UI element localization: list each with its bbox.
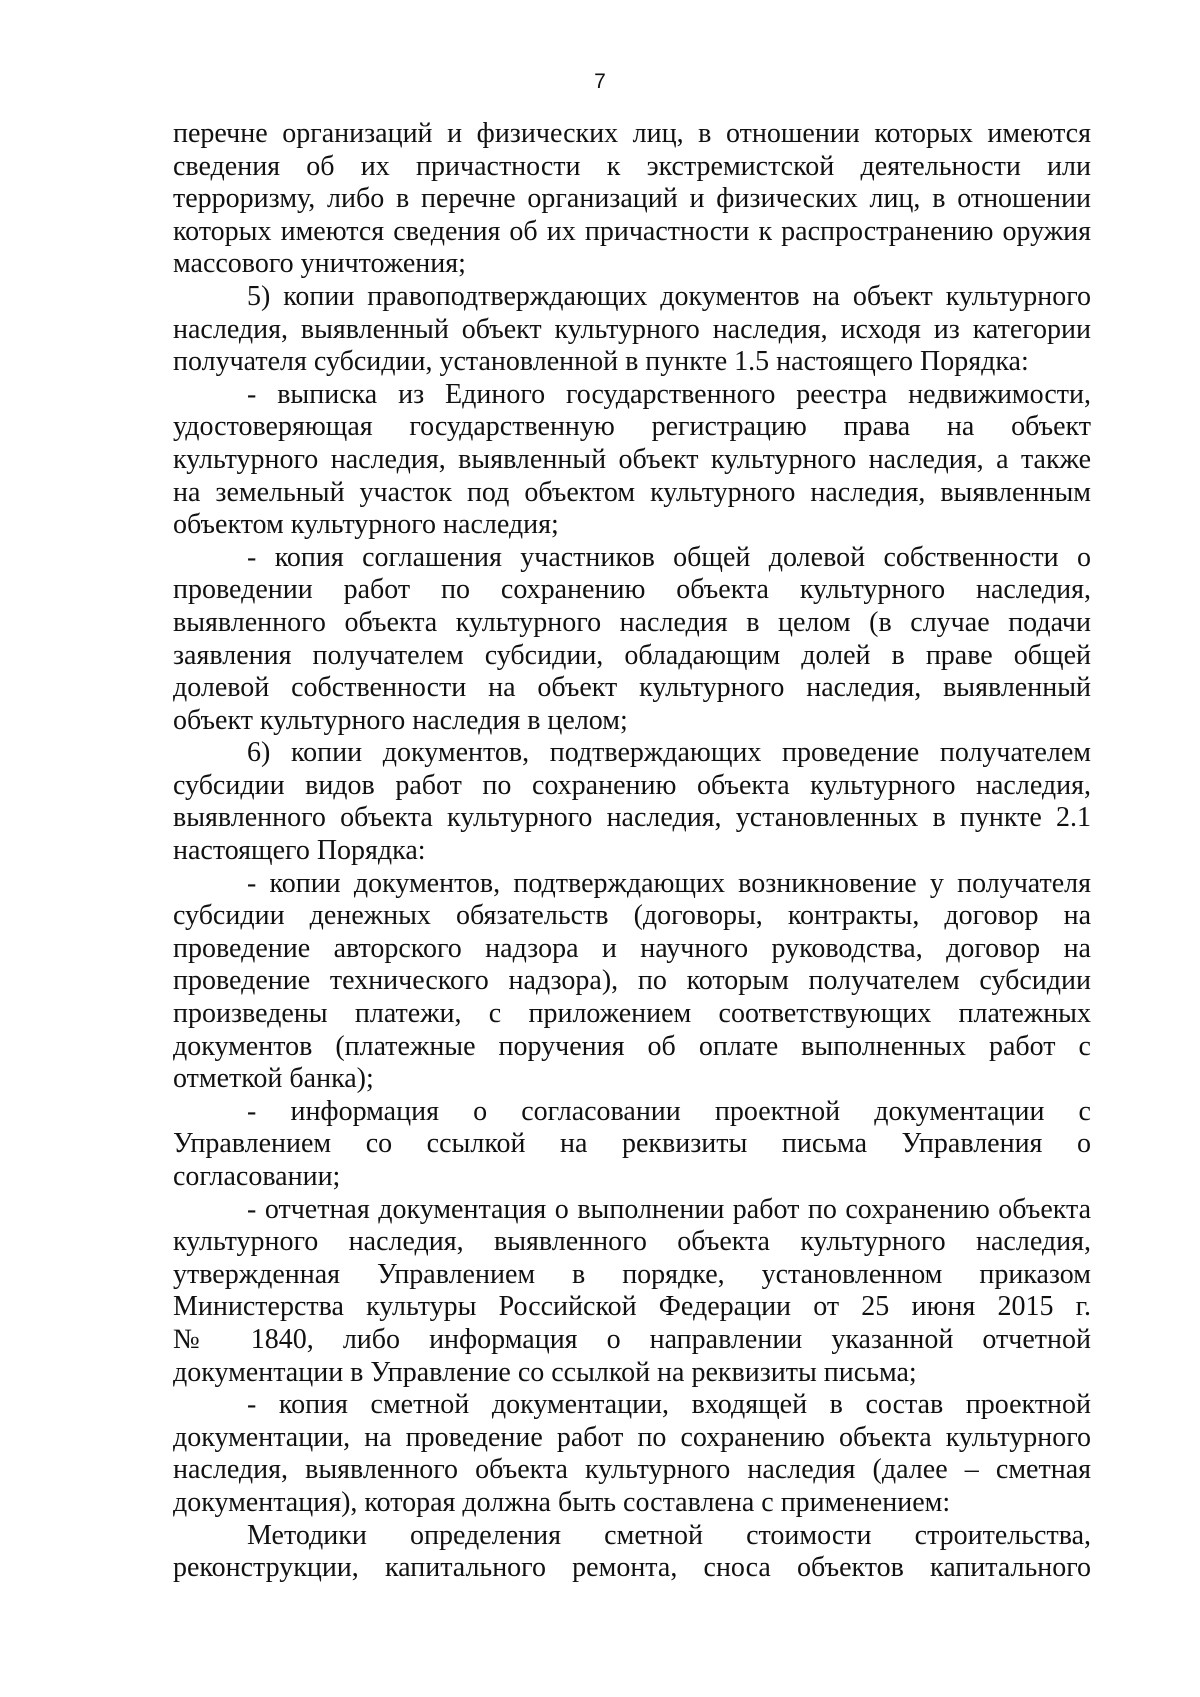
text-line: перечне организаций и физических лиц, в отношении которых имеются — [173, 118, 1091, 149]
text-line: проведение технического надзора), по которым получателем субсидии — [173, 965, 1091, 997]
text-line: согласовании; — [173, 1161, 341, 1192]
text-line: - отчетная документация о выполнении работ по сохранению объекта — [247, 1193, 1091, 1225]
text-line: проведении работ по сохранению объекта культурного наследия, — [173, 574, 1091, 606]
text-line: долевой собственности на объект культурного наследия, выявленный — [173, 672, 1091, 704]
text-line: терроризму, либо в перечне организаций и физических лиц, в отношении — [173, 183, 1091, 215]
text-line: массового уничтожения; — [173, 248, 466, 280]
page-number: 7 — [594, 70, 606, 93]
text-line: выявленного объекта культурного наследия в целом (в случае подачи — [173, 606, 1091, 638]
text-line: на земельный участок под объектом культурного наследия, выявленным — [173, 476, 1091, 508]
text-line: проведение авторского надзора и научного руководства, договор на — [173, 932, 1091, 964]
text-line: субсидии денежных обязательств (договоры, контракты, договор на — [173, 900, 1091, 932]
text-line: документации в Управление со ссылкой на реквизиты письма; — [173, 1356, 917, 1388]
document-body — [173, 118, 1091, 1585]
text-line: - копия соглашения участников общей долевой собственности о — [247, 541, 1091, 573]
text-line: настоящего Порядка: — [173, 835, 426, 867]
text-line: выявленного объекта культурного наследия, установленных в пункте 2.1 — [173, 802, 1091, 834]
text-line: получателя субсидии, установленной в пункте 1.5 настоящего Порядка: — [173, 346, 1029, 378]
text-line: 6) копии документов, подтверждающих проведение получателем — [247, 737, 1091, 769]
text-line: - выписка из Единого государственного реестра недвижимости, — [247, 378, 1091, 410]
text-line: субсидии видов работ по сохранению объекта культурного наследия, — [173, 769, 1091, 801]
text-line: Методики определения сметной стоимости строительства, — [247, 1519, 1091, 1551]
text-line: - информация о согласовании проектной документации с — [247, 1095, 1091, 1127]
text-line: наследия, выявленный объект культурного наследия, исходя из категории — [173, 313, 1091, 345]
text-line: реконструкции, капитального ремонта, сноса объектов капитального — [173, 1552, 1091, 1584]
text-line: - копии документов, подтверждающих возникновение у получателя — [247, 867, 1091, 899]
text-line: заявления получателем субсидии, обладающим долей в праве общей — [173, 639, 1091, 671]
text-line: № 1840, либо информация о направлении указанной отчетной — [173, 1323, 1091, 1355]
text-line: культурного наследия, выявленный объект культурного наследия, а также — [173, 443, 1091, 475]
text-line: которых имеются сведения об их причастности к распространению оружия — [173, 215, 1091, 247]
text-line: произведены платежи, с приложением соответствующих платежных — [173, 998, 1091, 1030]
text-line: удостоверяющая государственную регистрацию права на объект — [173, 411, 1091, 443]
text-line: документов (платежные поручения об оплате выполненных работ с — [173, 1030, 1091, 1062]
text-line: утвержденная Управлением в порядке, установленном приказом — [173, 1258, 1091, 1290]
text-line: 5) копии правоподтверждающих документов на объект культурного — [247, 280, 1091, 312]
text-line: культурного наследия, выявленного объекта культурного наследия, — [173, 1226, 1091, 1258]
text-line: Министерства культуры Российской Федерации от 25 июня 2015 г. — [173, 1291, 1091, 1323]
text-line: - копия сметной документации, входящей в состав проектной — [247, 1389, 1091, 1421]
text-line: отметкой банка); — [173, 1063, 374, 1095]
text-line: наследия, выявленного объекта культурного наследия (далее – сметная — [173, 1454, 1091, 1486]
text-line: сведения об их причастности к экстремистской деятельности или — [173, 150, 1091, 182]
text-line: документация), которая должна быть составлена с применением: — [173, 1486, 951, 1518]
text-line: документации, на проведение работ по сохранению объекта культурного — [173, 1421, 1091, 1453]
text-line: объектом культурного наследия; — [173, 509, 559, 541]
text-line: объект культурного наследия в целом; — [173, 704, 628, 736]
text-line: Управлением со ссылкой на реквизиты письма Управления о — [173, 1128, 1091, 1160]
